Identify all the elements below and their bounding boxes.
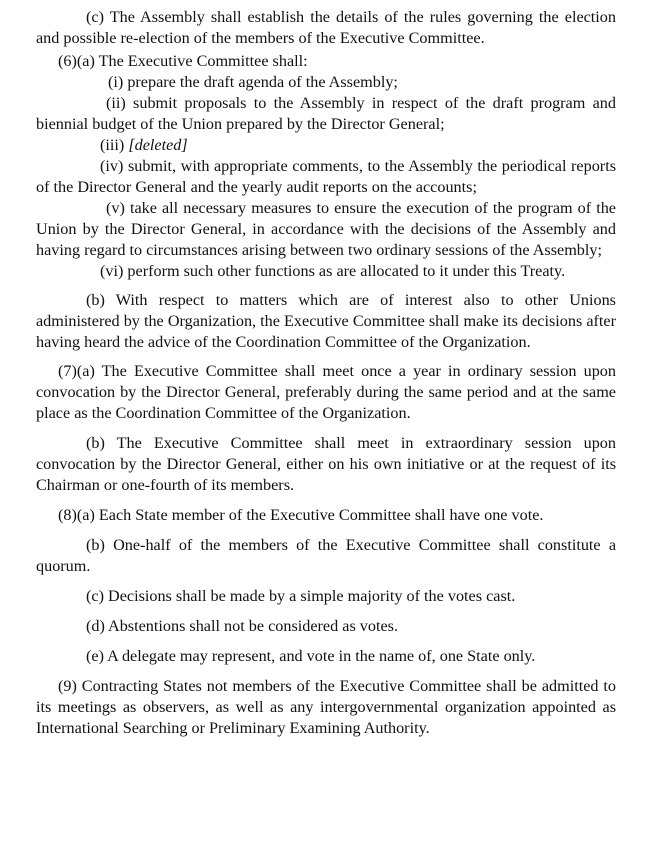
paragraph-8d: (d) Abstentions shall not be considered as votes. — [86, 617, 399, 635]
paragraph-6a-iii — [36, 135, 616, 156]
paragraph-8c: (c) Decisions shall be made by a simple majority of the votes cast. — [86, 587, 516, 605]
paragraph-9: (9) Contracting States not members of the Executive Committee shall be admitted to its meetings as observers, as well as any intergovernmental organization appointed as International Searching or Preliminary Examining Authority. — [36, 677, 616, 737]
paragraph-7b: (b) The Executive Committee shall meet in extraordinary session upon convocation by the Director General, either on his own initiative or at the request of its Chairman or one-fourth of its members. — [36, 434, 616, 494]
deleted-marker: [deleted] — [128, 136, 188, 154]
paragraph-6a-vi: (vi) perform such other functions as are allocated to it under this Treaty. — [100, 262, 566, 280]
paragraph-7a: (7)(a) The Executive Committee shall meet once a year in ordinary session upon convocation by the Director General, preferably during the same period and at the same place as the Coordination Committee of the Organization. — [36, 362, 616, 422]
paragraph-8b: (b) One-half of the members of the Executive Committee shall constitute a quorum. — [36, 536, 616, 575]
paragraph-5c: (c) The Assembly shall establish the details of the rules governing the election and possible re-election of the members of the Executive Committee. — [36, 8, 616, 47]
paragraph-6a: (6)(a) The Executive Committee shall: — [58, 52, 308, 70]
paragraph-6a-i: (i) prepare the draft agenda of the Assembly; — [108, 73, 398, 91]
paragraph-8e: (e) A delegate may represent, and vote in the name of, one State only. — [86, 647, 536, 665]
item-number: (iii) — [100, 136, 129, 154]
paragraph-6a-ii: (ii) submit proposals to the Assembly in respect of the draft program and biennial budget of the Union prepared by the Director General; — [36, 94, 616, 133]
paragraph-6a-v: (v) take all necessary measures to ensure the execution of the program of the Union by the Director General, in accordance with the decisions of the Assembly and having regard to circumstances arising between two ordinary sessions of the Assembly; — [36, 199, 616, 259]
document-page — [36, 7, 616, 739]
paragraph-6b: (b) With respect to matters which are of interest also to other Unions administered by the Organization, the Executive Committee shall make its decisions after having heard the advice of the Coordination Committee of the Organization. — [36, 291, 616, 351]
paragraph-8a: (8)(a) Each State member of the Executive Committee shall have one vote. — [58, 506, 544, 524]
paragraph-6a-iv: (iv) submit, with appropriate comments, to the Assembly the periodical reports of the Director General and the yearly audit reports on the accounts; — [36, 157, 616, 196]
